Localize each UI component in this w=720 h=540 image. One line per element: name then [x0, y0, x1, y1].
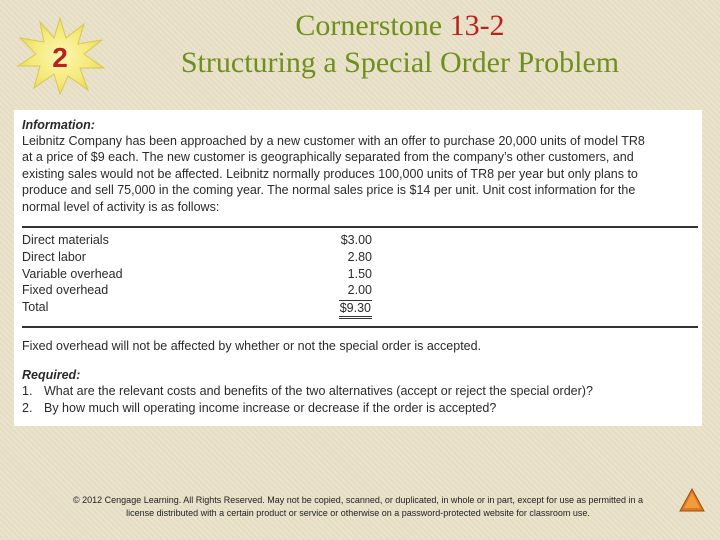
total-label: Total — [22, 300, 49, 315]
cost-label: Fixed overhead — [22, 283, 109, 298]
required-number: 1. — [22, 384, 33, 398]
copyright-line: license distributed with a certain product or service or otherwise on a password-protected website for classroom use. — [126, 508, 590, 518]
information-label: Information: — [22, 118, 95, 132]
copyright-line: © 2012 Cengage Learning. All Rights Reserved. May not be copied, scanned, or duplicated, in whole or in part, except for use as permitted in a — [73, 495, 643, 505]
slide-title — [120, 8, 680, 82]
information-paragraph — [22, 133, 690, 215]
required-item — [22, 401, 496, 415]
title-prefix: Cornerstone — [295, 9, 443, 42]
problem-card — [14, 110, 702, 426]
cost-label: Direct labor — [22, 249, 86, 264]
title-subtitle: Structuring a Special Order Problem — [180, 46, 620, 79]
fixed-overhead-note: Fixed overhead will not be affected by whether or not the special order is accepted. — [22, 339, 482, 353]
cost-row — [22, 267, 372, 284]
total-row — [22, 300, 372, 317]
cost-row — [22, 233, 372, 250]
star-burst-badge — [14, 16, 106, 96]
info-line: normal level of activity is as follows: — [22, 199, 220, 214]
cost-value: 1.50 — [347, 266, 372, 281]
unit-cost-table — [22, 233, 372, 317]
cost-value: 2.80 — [347, 249, 372, 264]
required-label: Required: — [22, 368, 81, 382]
cost-value: $3.00 — [340, 233, 372, 247]
required-text: What are the relevant costs and benefits of the two alternatives (accept or reject the special order)? — [44, 384, 593, 398]
required-item — [22, 384, 593, 398]
info-line: produce and sell 75,000 in the coming year. The normal sales price is $14 per unit. Unit cost information for the — [22, 183, 636, 198]
cost-row — [22, 250, 372, 267]
cost-label: Variable overhead — [22, 266, 123, 281]
total-value: $9.30 — [339, 300, 372, 319]
info-line: Leibnitz Company has been approached by a new customer with an offer to purchase 20,000 units of model TR8 — [22, 134, 645, 148]
copyright-notice — [20, 494, 696, 520]
required-text: By how much will operating income increase or decrease if the order is accepted? — [44, 401, 497, 415]
divider — [22, 226, 698, 228]
title-line-1 — [120, 8, 680, 44]
badge-number: 2 — [52, 42, 68, 73]
cost-label: Direct materials — [22, 233, 109, 247]
required-number: 2. — [22, 401, 33, 415]
cost-row — [22, 283, 372, 300]
info-line: existing sales would not be affected. Leibnitz normally produces 100,000 units of TR8 per year but only plans to — [22, 166, 638, 181]
cost-value: 2.00 — [347, 283, 372, 298]
info-line: at a price of $9 each. The new customer is geographically separated from the company’s other customers, and — [22, 150, 634, 165]
title-number: 13-2 — [449, 9, 505, 42]
next-slide-arrow-icon[interactable] — [678, 486, 706, 514]
divider — [22, 326, 698, 328]
